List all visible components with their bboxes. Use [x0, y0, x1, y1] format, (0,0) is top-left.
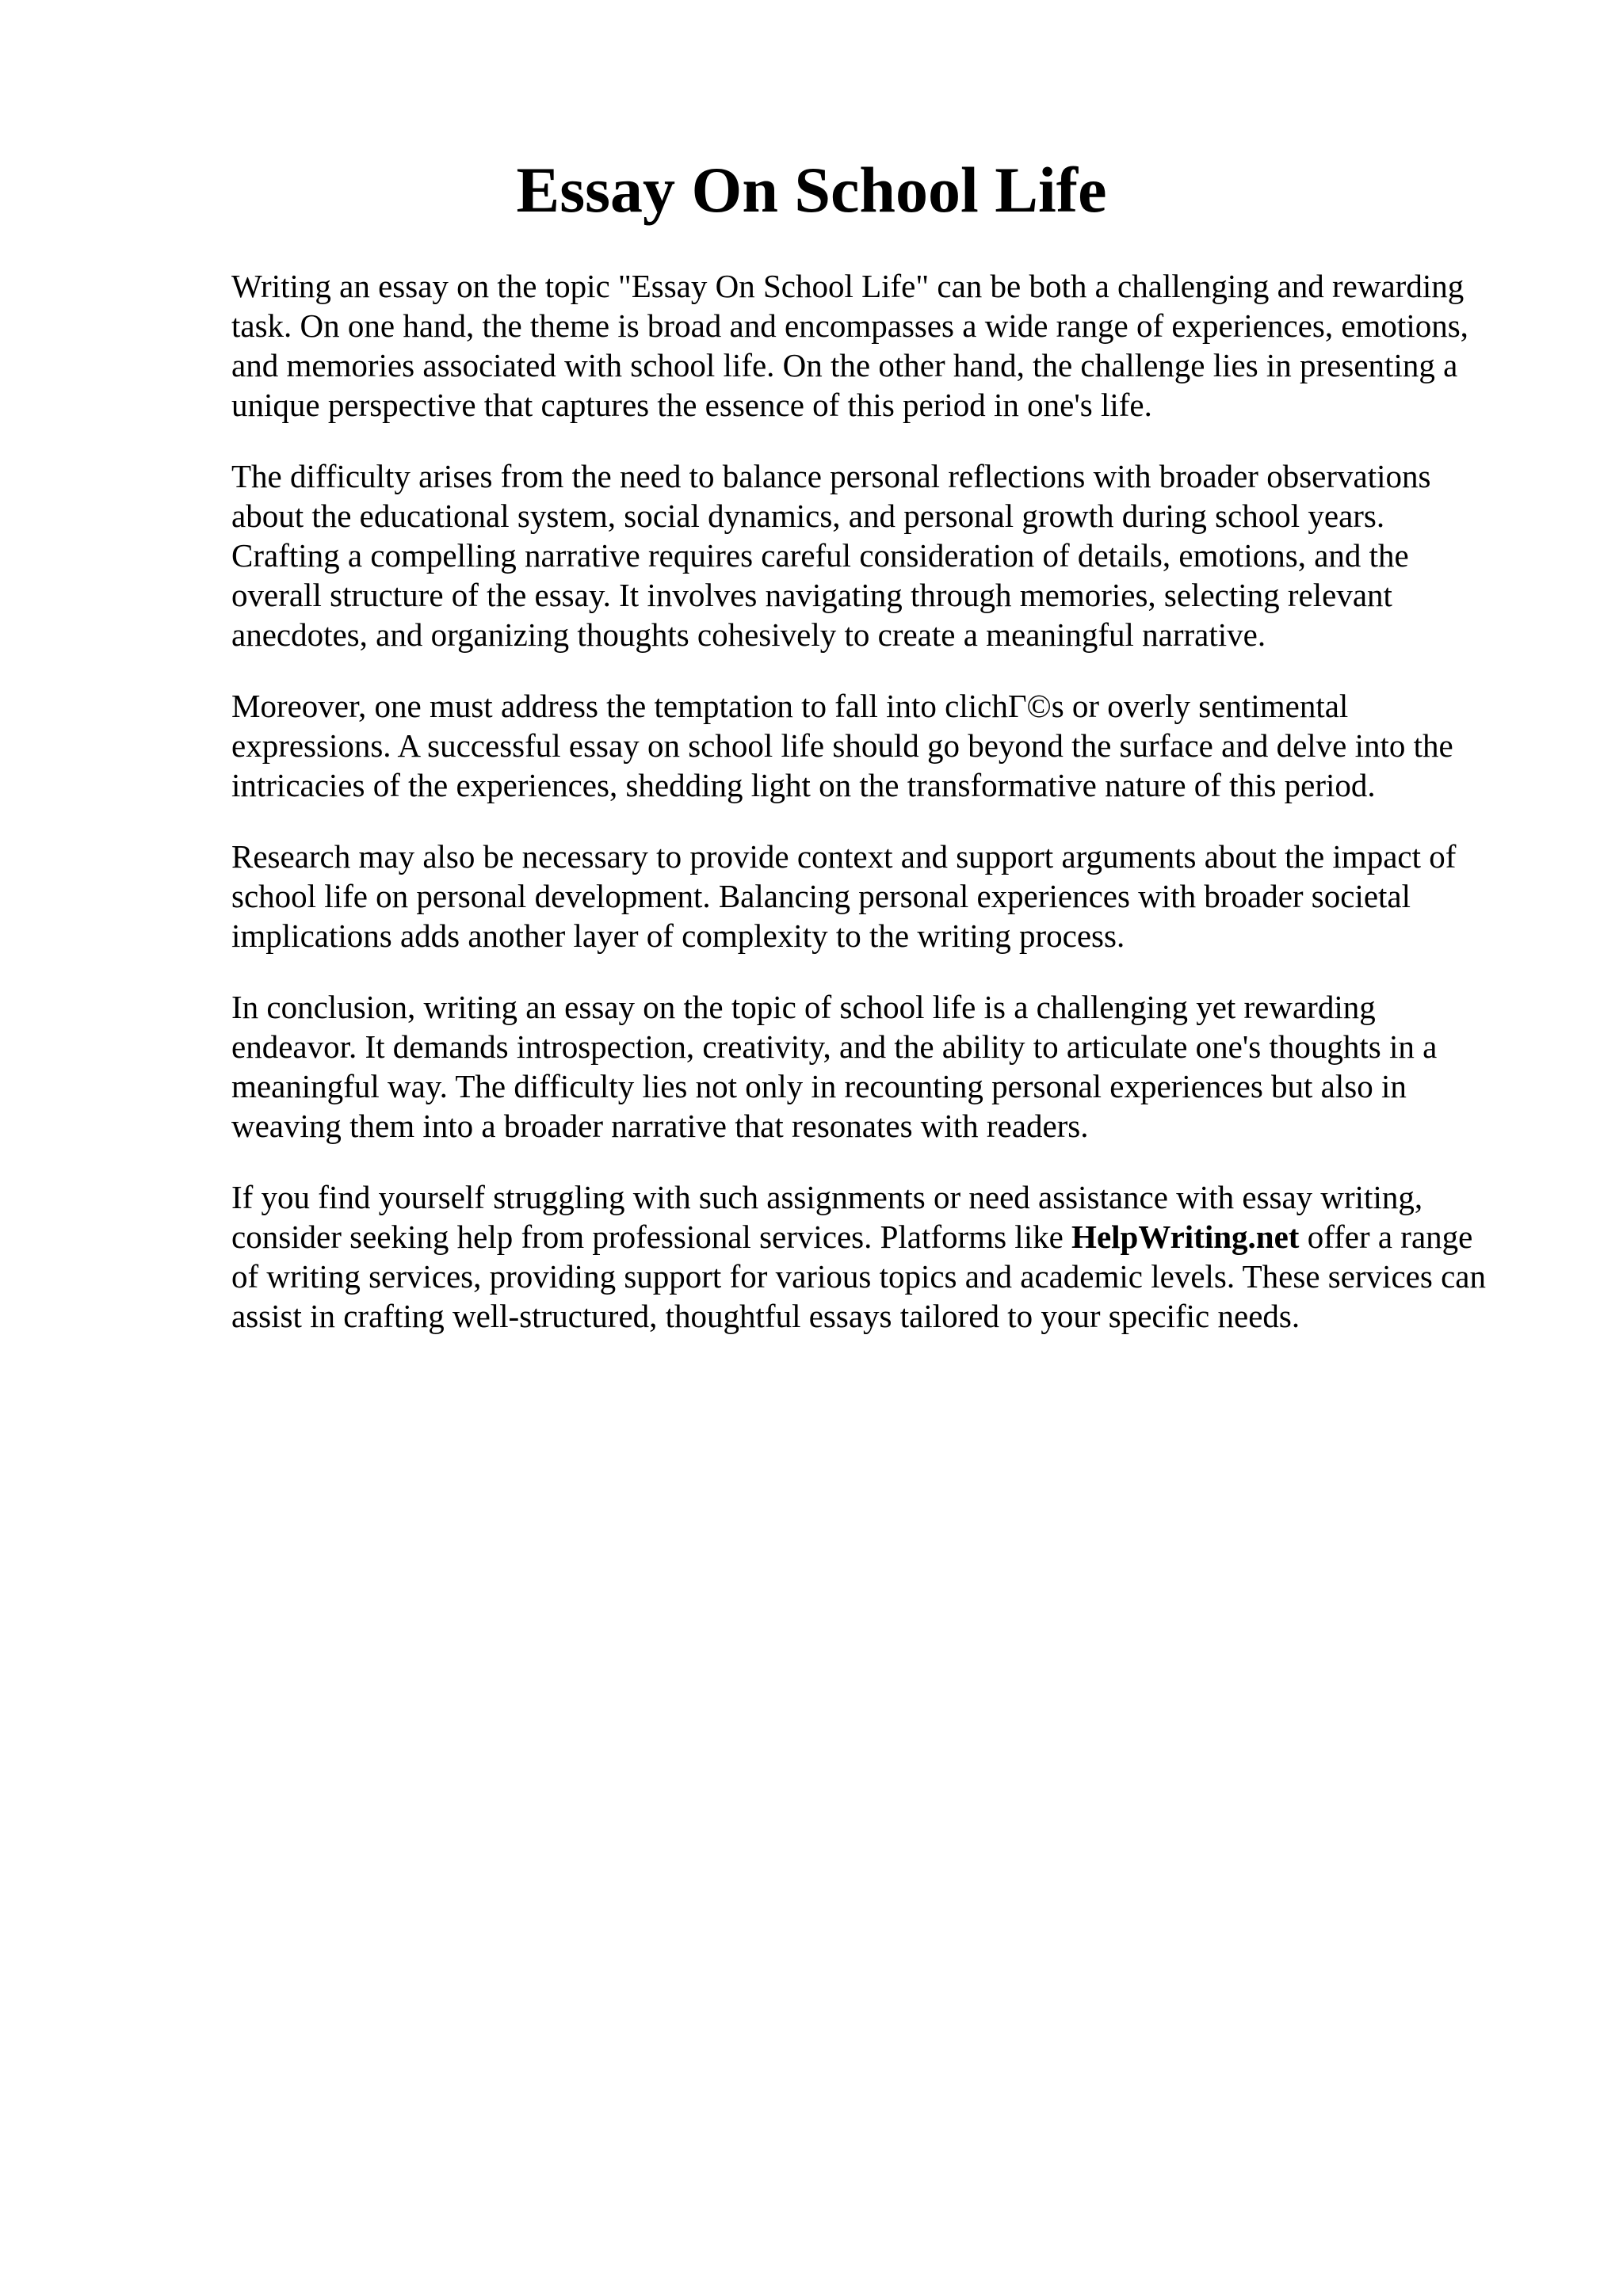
document-body — [231, 266, 1515, 1367]
paragraph-line: implications adds another layer of complexity to the writing process. — [231, 917, 1125, 954]
paragraph-line: Writing an essay on the topic "Essay On School Life" can be both a challenging and rewarding — [231, 268, 1465, 304]
paragraph-line: endeavor. It demands introspection, creativity, and the ability to articulate one's thoughts in a — [231, 1028, 1438, 1065]
paragraph-line: In conclusion, writing an essay on the topic of school life is a challenging yet rewarding — [231, 989, 1376, 1025]
paragraph-line: expressions. A successful essay on school life should go beyond the surface and delve into the — [231, 727, 1453, 764]
paragraph-line: about the educational system, social dynamics, and personal growth during school years. — [231, 498, 1385, 534]
paragraph-2 — [231, 456, 1515, 654]
paragraph-6 — [231, 1177, 1515, 1336]
paragraph-line: and memories associated with school life. On the other hand, the challenge lies in presenting a — [231, 347, 1458, 383]
paragraph-line: Research may also be necessary to provide context and support arguments about the impact of — [231, 838, 1457, 875]
paragraph-5 — [231, 987, 1515, 1146]
paragraph-line: assist in crafting well-structured, thoughtful essays tailored to your specific needs. — [231, 1298, 1300, 1334]
paragraph-line: school life on personal development. Balancing personal experiences with broader societal — [231, 878, 1411, 914]
paragraph-line: anecdotes, and organizing thoughts cohesively to create a meaningful narrative. — [231, 616, 1266, 653]
paragraph-line: meaningful way. The difficulty lies not only in recounting personal experiences but also in — [231, 1068, 1407, 1104]
paragraph-line: The difficulty arises from the need to balance personal reflections with broader observations — [231, 458, 1431, 494]
paragraph-line: weaving them into a broader narrative that resonates with readers. — [231, 1108, 1089, 1144]
paragraph-line: task. On one hand, the theme is broad and encompasses a wide range of experiences, emotions, — [231, 307, 1468, 344]
paragraph-line: Moreover, one must address the temptation to fall into clichΓ©s or overly sentimental — [231, 688, 1349, 724]
paragraph-3 — [231, 686, 1515, 805]
paragraph-line: Crafting a compelling narrative requires careful consideration of details, emotions, and the — [231, 537, 1409, 574]
paragraph-line: of writing services, providing support for various topics and academic levels. These services can — [231, 1258, 1486, 1295]
paragraph-line: intricacies of the experiences, shedding light on the transformative nature of this period. — [231, 767, 1376, 803]
line-text: offer a range — [1299, 1219, 1473, 1255]
paragraph-line — [231, 1217, 1515, 1257]
paragraph-4 — [231, 837, 1515, 955]
helpwriting-link[interactable]: HelpWriting.net — [1071, 1219, 1300, 1255]
paragraph-1 — [231, 266, 1515, 425]
line-text: consider seeking help from professional services. Platforms like — [231, 1219, 1072, 1255]
paragraph-line: unique perspective that captures the essence of this period in one's life. — [231, 387, 1152, 423]
document-title: Essay On School Life — [516, 154, 1107, 226]
paragraph-line: overall structure of the essay. It involves navigating through memories, selecting relevant — [231, 577, 1392, 613]
paragraph-line: If you find yourself struggling with such assignments or need assistance with essay writing, — [231, 1179, 1423, 1215]
